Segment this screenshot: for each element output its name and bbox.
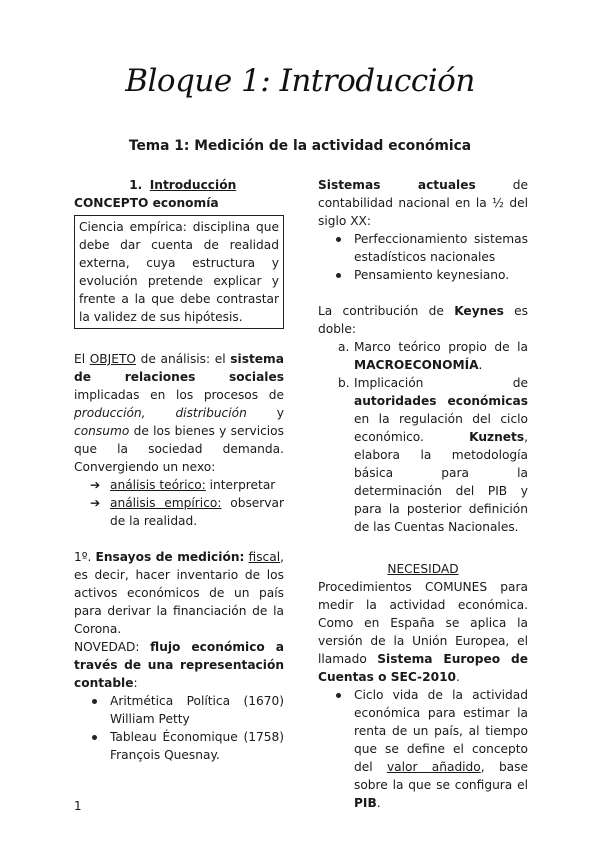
list-item: Tableau Économique (1758) François Quesnay.	[74, 728, 284, 764]
necesidad-heading: NECESIDAD	[387, 562, 459, 576]
necesidad-paragraph: Procedimientos COMUNES para medir la actividad económica. Como en España se aplica la versión de la Unión Europea, el llamado Sistema Europeo de Cuentas o SEC-2010.	[318, 580, 528, 684]
left-column	[74, 176, 284, 764]
list-item: a. Marco teórico propio de la MACROECONOMÍA.	[338, 340, 528, 372]
bullet-icon	[336, 273, 341, 278]
section-heading	[74, 176, 284, 194]
bullet-icon	[336, 693, 341, 698]
ensayos-paragraph: 1º. Ensayos de medición: fiscal, es decir, hacer inventario de los activos económicos de un país para derivar la financiación de la Corona.	[74, 550, 284, 636]
right-column	[318, 176, 528, 812]
sistema-term: sistema de relaciones sociales	[74, 352, 284, 384]
list-item: ➔ análisis teórico: interpretar	[90, 478, 276, 492]
topic-heading: Tema 1: Medición de la actividad económica	[128, 138, 472, 154]
bullet-icon	[336, 237, 341, 242]
list-item: ➔ análisis empírico: observar de la realidad.	[90, 496, 284, 528]
objeto-term: OBJETO	[89, 352, 137, 366]
definition-box: Ciencia empírica: disciplina que debe dar cuenta de realidad externa, cuya estructura y evolución pretende explicar y frente a la que debe contrastar la validez de sus hipótesis.	[74, 215, 284, 329]
list-item: Aritmética Política (1670) William Petty	[74, 692, 284, 728]
list-item: b. Implicación de autoridades económicas en la regulación del ciclo económico. Kuznets, elabora la metodología básica para la determinación del PIB y para la posterior definición de las Cuentas Nacionales.	[338, 376, 528, 534]
sistemas-paragraph: Sistemas actuales de contabilidad nacional en la ½ del siglo XX:	[318, 178, 528, 228]
section-title: Introducción	[149, 178, 237, 192]
novedad-paragraph: NOVEDAD: flujo económico a través de una representación contable:	[74, 640, 285, 690]
list-item: Pensamiento keynesiano.	[318, 266, 528, 284]
document-title: Bloque 1: Introducción	[125, 63, 475, 99]
bullet-icon	[92, 699, 97, 704]
keynes-paragraph: La contribución de Keynes es doble:	[318, 304, 528, 336]
section-number: 1.	[129, 178, 143, 192]
bullet-icon	[92, 735, 97, 740]
objeto-paragraph: El OBJETO de análisis: el sistema de relaciones sociales implicadas en los procesos de producción, distribución y consumo de los bienes y servicios que la sociedad demanda. Convergiendo un nexo:	[74, 352, 284, 474]
page-number: 1	[74, 799, 82, 813]
list-item: Perfeccionamiento sistemas estadísticos nacionales	[318, 230, 528, 266]
list-item: Ciclo vida de la actividad económica para estimar la renta de un país, al tiempo que se define el concepto del valor añadido, base sobre la que se configura el PIB.	[318, 686, 528, 812]
arrow-right-icon: ➔	[90, 478, 101, 492]
arrow-right-icon: ➔	[90, 496, 101, 510]
concept-heading: CONCEPTO economía	[74, 196, 219, 210]
